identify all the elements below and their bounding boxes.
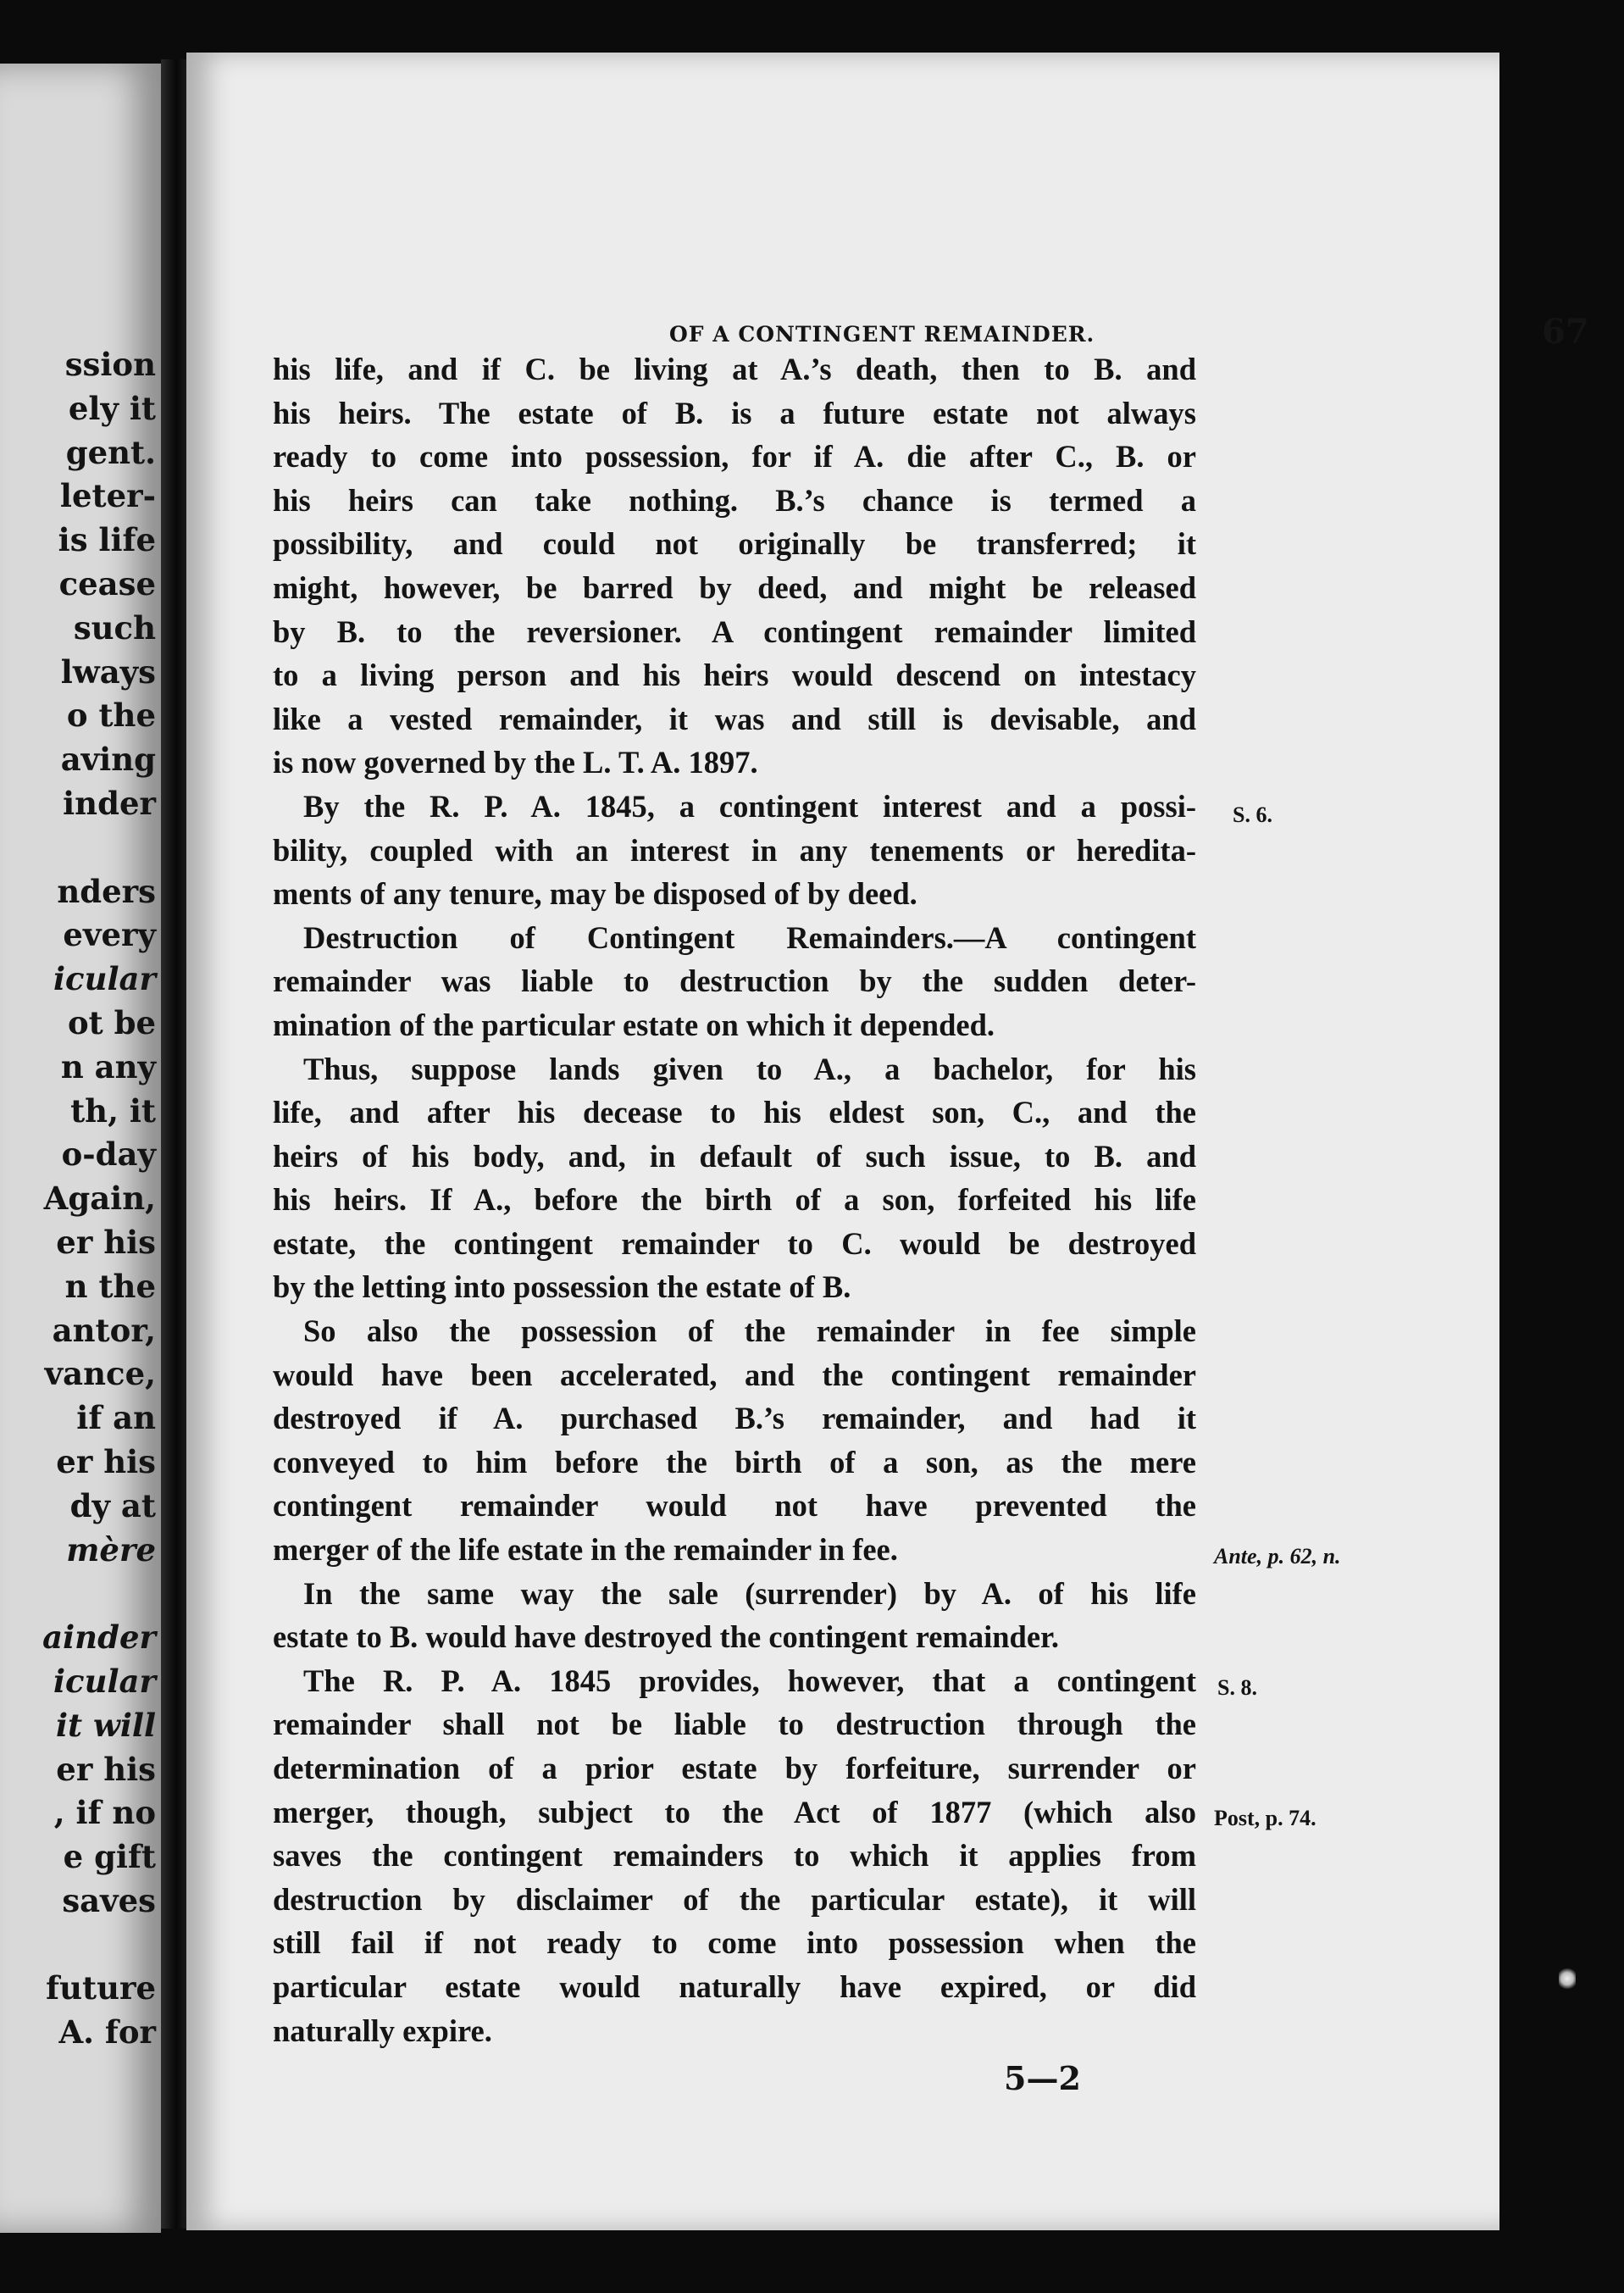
facing-page-line: gent.	[65, 433, 156, 471]
facing-page-line: if an	[76, 1399, 156, 1437]
facing-page-line: is life	[58, 521, 156, 559]
facing-page-line: antor,	[52, 1311, 156, 1349]
facing-page-line: vance,	[44, 1355, 156, 1393]
running-title: OF A CONTINGENT REMAINDER.	[669, 322, 1095, 347]
facing-page-line: icular	[53, 1662, 156, 1700]
signature-mark: 5—2	[1004, 2059, 1081, 2097]
margin-note-s6: S. 6.	[1233, 802, 1272, 827]
facing-page-line: er his	[56, 1223, 156, 1261]
facing-page-line: saves	[62, 1881, 156, 1919]
facing-page-line: er his	[56, 1750, 156, 1788]
body-line: mination of the particular estate on which it depended.	[273, 1007, 995, 1042]
facing-page-line: ssion	[64, 346, 156, 383]
body-line: is now governed by the L. T. A. 1897.	[273, 745, 758, 780]
body-line: merger, though, subject to the Act of 1877 (which also	[273, 1794, 1196, 1829]
body-line: would have been accelerated, and the contingent remainder	[273, 1357, 1196, 1392]
facing-page-line: A. for	[58, 2013, 156, 2051]
facing-page-line: icular	[53, 960, 156, 998]
facing-page-line: ot be	[67, 1003, 156, 1041]
body-line: In the same way the sale (surrender) by A. of his life	[303, 1575, 1196, 1611]
facing-page-line: n any	[60, 1047, 156, 1085]
margin-note-ante-text: Ante, p. 62, n.	[1214, 1544, 1341, 1568]
body-line: The R. P. A. 1845 provides, however, that a contingent	[303, 1663, 1196, 1698]
facing-page-line: e gift	[63, 1838, 156, 1876]
body-line: conveyed to him before the birth of a son, as the mere	[273, 1444, 1196, 1480]
body-line: remainder shall not be liable to destruction through the	[273, 1707, 1196, 1742]
facing-page-line: leter-	[59, 477, 156, 515]
body-line: Destruction of Contingent Remainders.—A contingent	[303, 919, 1196, 955]
facing-page	[0, 64, 161, 2233]
body-line: ready to come into possession, for if A. die after C., B. or	[273, 439, 1196, 475]
facing-page-line: ainder	[42, 1618, 156, 1657]
facing-page-line: ely it	[68, 389, 156, 427]
body-line: like a vested remainder, it was and still is devisable, and	[273, 701, 1196, 736]
facing-page-line: th, it	[70, 1091, 156, 1130]
facing-page-line: such	[73, 608, 156, 647]
body-line: naturally expire.	[273, 2013, 492, 2048]
body-line: his heirs. If A., before the birth of a son, forfeited his life	[273, 1182, 1196, 1218]
body-line: his heirs can take nothing. B.’s chance is termed a	[273, 482, 1196, 518]
facing-page-line: mère	[66, 1530, 156, 1568]
facing-page-line: inder	[63, 784, 156, 822]
body-line: bility, coupled with an interest in any tenements or heredita-	[273, 832, 1196, 868]
facing-page-line: cease	[58, 564, 156, 602]
facing-page-line	[42, 1924, 156, 1968]
facing-page-line	[42, 1572, 156, 1616]
facing-page-line: o-day	[61, 1135, 156, 1174]
body-line: his heirs. The estate of B. is a future estate not always	[273, 395, 1196, 430]
body-line: destruction by disclaimer of the particular estate), it will	[273, 1881, 1196, 1917]
body-text	[273, 347, 1196, 2052]
facing-page-line	[42, 826, 156, 870]
body-line: estate to B. would have destroyed the contingent remainder.	[273, 1619, 1060, 1655]
page-number: 67	[1542, 312, 1589, 352]
body-line: remainder was liable to destruction by the sudden deter-	[273, 963, 1196, 999]
body-line: Thus, suppose lands given to A., a bachelor, for his	[303, 1051, 1196, 1086]
body-line: So also the possession of the remainder in fee simple	[303, 1313, 1196, 1349]
body-line: merger of the life estate in the remainder in fee.	[273, 1532, 898, 1568]
body-line: contingent remainder would not have prevented the	[273, 1488, 1196, 1524]
facing-page-text	[42, 343, 156, 2055]
margin-note-s8: S. 8.	[1217, 1675, 1257, 1700]
facing-page-line: aving	[60, 741, 156, 779]
facing-page-line: o the	[66, 697, 156, 735]
facing-page-line: lways	[60, 652, 156, 691]
facing-page-line: it will	[55, 1706, 156, 1744]
margin-note-post: Post, p. 74.	[1214, 1806, 1316, 1830]
body-line: might, however, be barred by deed, and might be released	[273, 569, 1196, 605]
body-line: destroyed if A. purchased B.’s remainder, and had it	[273, 1401, 1196, 1436]
facing-page-line: future	[46, 1969, 156, 2007]
body-line: still fail if not ready to come into possession when the	[273, 1925, 1196, 1961]
body-line: possibility, and could not originally be transferred; it	[273, 526, 1196, 562]
body-line: By the R. P. A. 1845, a contingent interest and a possi-	[303, 788, 1196, 824]
scan-speck	[1559, 1966, 1576, 1991]
book-gutter	[161, 59, 186, 2229]
body-line: his life, and if C. be living at A.’s death, then to B. and	[273, 352, 1196, 386]
body-line: estate, the contingent remainder to C. would be destroyed	[273, 1225, 1196, 1261]
facing-page-line: nders	[57, 872, 156, 910]
margin-note-ante	[1214, 1544, 1341, 1569]
facing-page-line: Again,	[43, 1180, 156, 1218]
body-line: determination of a prior estate by forfeiture, surrender or	[273, 1751, 1196, 1785]
facing-page-line: n the	[64, 1267, 156, 1305]
facing-page-line: every	[63, 916, 156, 954]
facing-page-line: er his	[56, 1442, 156, 1480]
facing-page-line: dy at	[69, 1486, 156, 1524]
facing-page-line: , if no	[53, 1794, 156, 1832]
body-line: saves the contingent remainders to which it applies from	[273, 1838, 1196, 1874]
body-line: particular estate would naturally have expired, or did	[273, 1968, 1196, 2004]
body-line: by the letting into possession the estate of B.	[273, 1269, 851, 1305]
body-line: life, and after his decease to his eldest son, C., and the	[273, 1095, 1196, 1130]
body-line: heirs of his body, and, in default of such issue, to B. and	[273, 1138, 1196, 1174]
body-line: to a living person and his heirs would descend on intestacy	[273, 658, 1196, 693]
body-line: by B. to the reversioner. A contingent remainder limited	[273, 614, 1196, 649]
body-line: ments of any tenure, may be disposed of by deed.	[273, 876, 917, 912]
